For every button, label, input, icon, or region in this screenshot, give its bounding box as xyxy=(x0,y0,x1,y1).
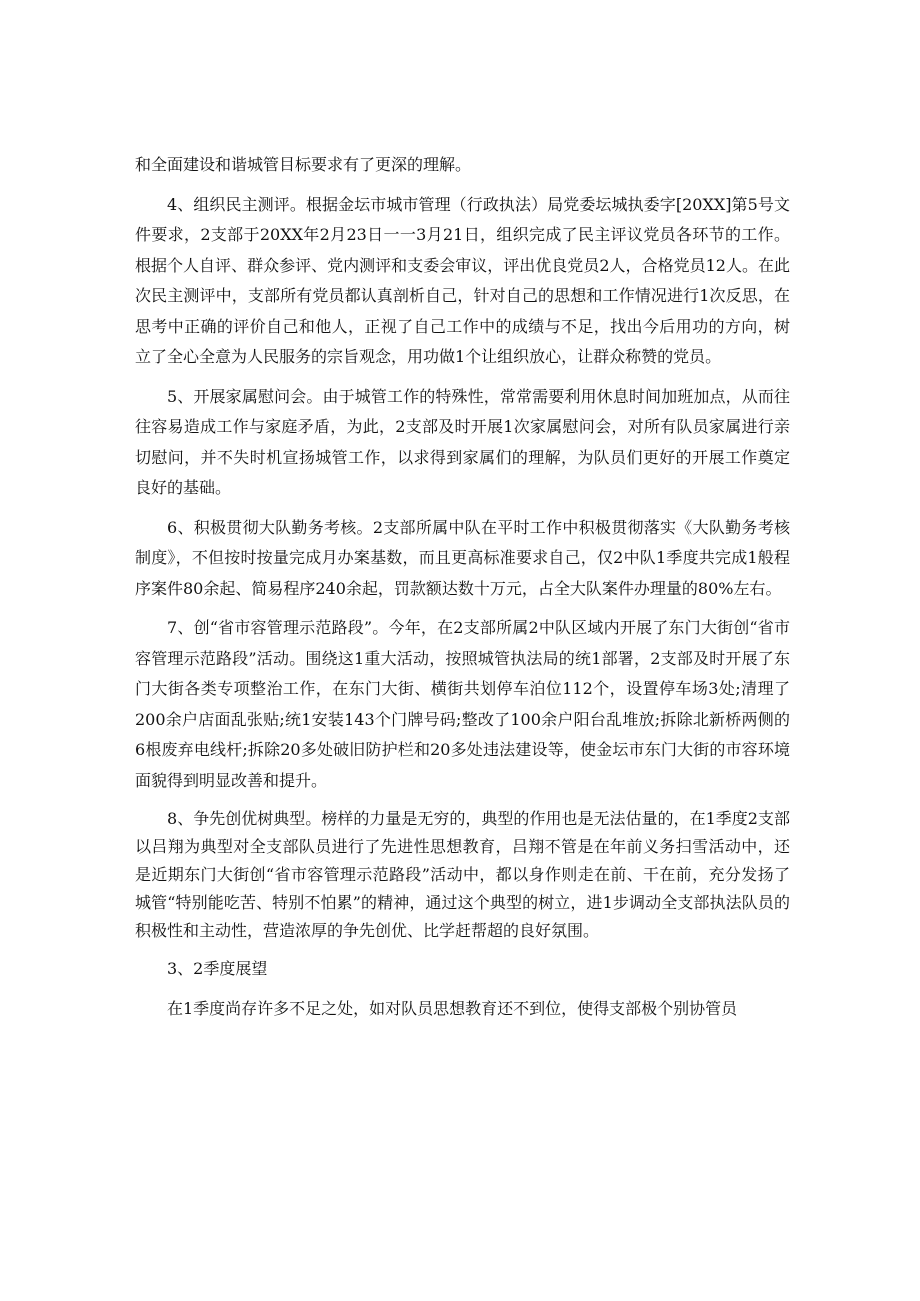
document-page xyxy=(135,150,790,1033)
paragraph-item-4-democratic-evaluation: 4、组织民主测评。根据金坛市城市管理（行政执法）局党委坛城执委字[20XX]第5号文件要求，2支部于20XX年2月23日一一3月21日，组织完成了民主评议党员各环节的工作。根据个人自评、群众参评、党内测评和支委会审议，评出优良党员2人，合格党员12人。在此次民主测评中，支部所有党员都认真剖析自己，针对自己的思想和工作情况进行1次反思，在思考中正确的评价自己和他人，正视了自己工作中的成绩与不足，找出今后用功的方向，树立了全心全意为人民服务的宗旨观念，用功做1个让组织放心，让群众称赞的党员。 xyxy=(135,194,790,366)
paragraph-item-8-exemplar: 8、争先创优树典型。榜样的力量是无穷的，典型的作用也是无法估量的，在1季度2支部以吕翔为典型对全支部队员进行了先进性思想教育，吕翔不管是在年前义务扫雪活动中，还是近期东门大街创“省市容管理示范路段”活动中，都以身作则走在前、干在前，充分发扬了城管“特别能吃苦、特别不怕累”的精神，通过这个典型的树立，进1步调动全支部执法队员的积极性和主动性，营造浓厚的争先创优、比学赶帮超的良好氛围。 xyxy=(135,809,790,940)
paragraph-item-5-family-meeting: 5、开展家属慰问会。由于城管工作的特殊性，常常需要利用休息时间加班加点，从而往往容易造成工作与家庭矛盾，为此，2支部及时开展1次家属慰问会，对所有队员家属进行亲切慰问，并不失时机宣扬城管工作，以求得到家属们的理解，为队员们更好的开展工作奠定良好的基础。 xyxy=(135,386,790,497)
paragraph-q2-outlook: 在1季度尚存许多不足之处，如对队员思想教育还不到位，使得支部极个别协管员 xyxy=(167,998,738,1018)
paragraph-continuation: 和全面建设和谐城管目标要求有了更深的理解。 xyxy=(135,155,472,174)
section-heading-q2-outlook: 3、2季度展望 xyxy=(167,959,268,978)
paragraph-item-6-duty-assessment: 6、积极贯彻大队勤务考核。2支部所属中队在平时工作中积极贯彻落实《大队勤务考核制度》，不但按时按量完成月办案基数，而且更高标准要求自己，仅2中队1季度共完成1般程序案件80余起、简易程序240余起，罚款额达数十万元，占全大队案件办理量的80%左右。 xyxy=(135,517,790,598)
paragraph-item-7-model-street: 7、创“省市容管理示范路段”。今年，在2支部所属2中队区域内开展了东门大街创“省市容管理示范路段”活动。围绕这1重大活动，按照城管执法局的统1部署，2支部及时开展了东门大街各类专项整治工作，在东门大街、横街共划停车泊位112个，设置停车场3处;清理了200余户店面乱张贴;统1安装143个门牌号码;整改了100余户阳台乱堆放;拆除北新桥两侧的6根废弃电线杆;拆除20多处破旧防护栏和20多处违法建设等，使金坛市东门大街的市容环境面貌得到明显改善和提升。 xyxy=(135,618,790,790)
